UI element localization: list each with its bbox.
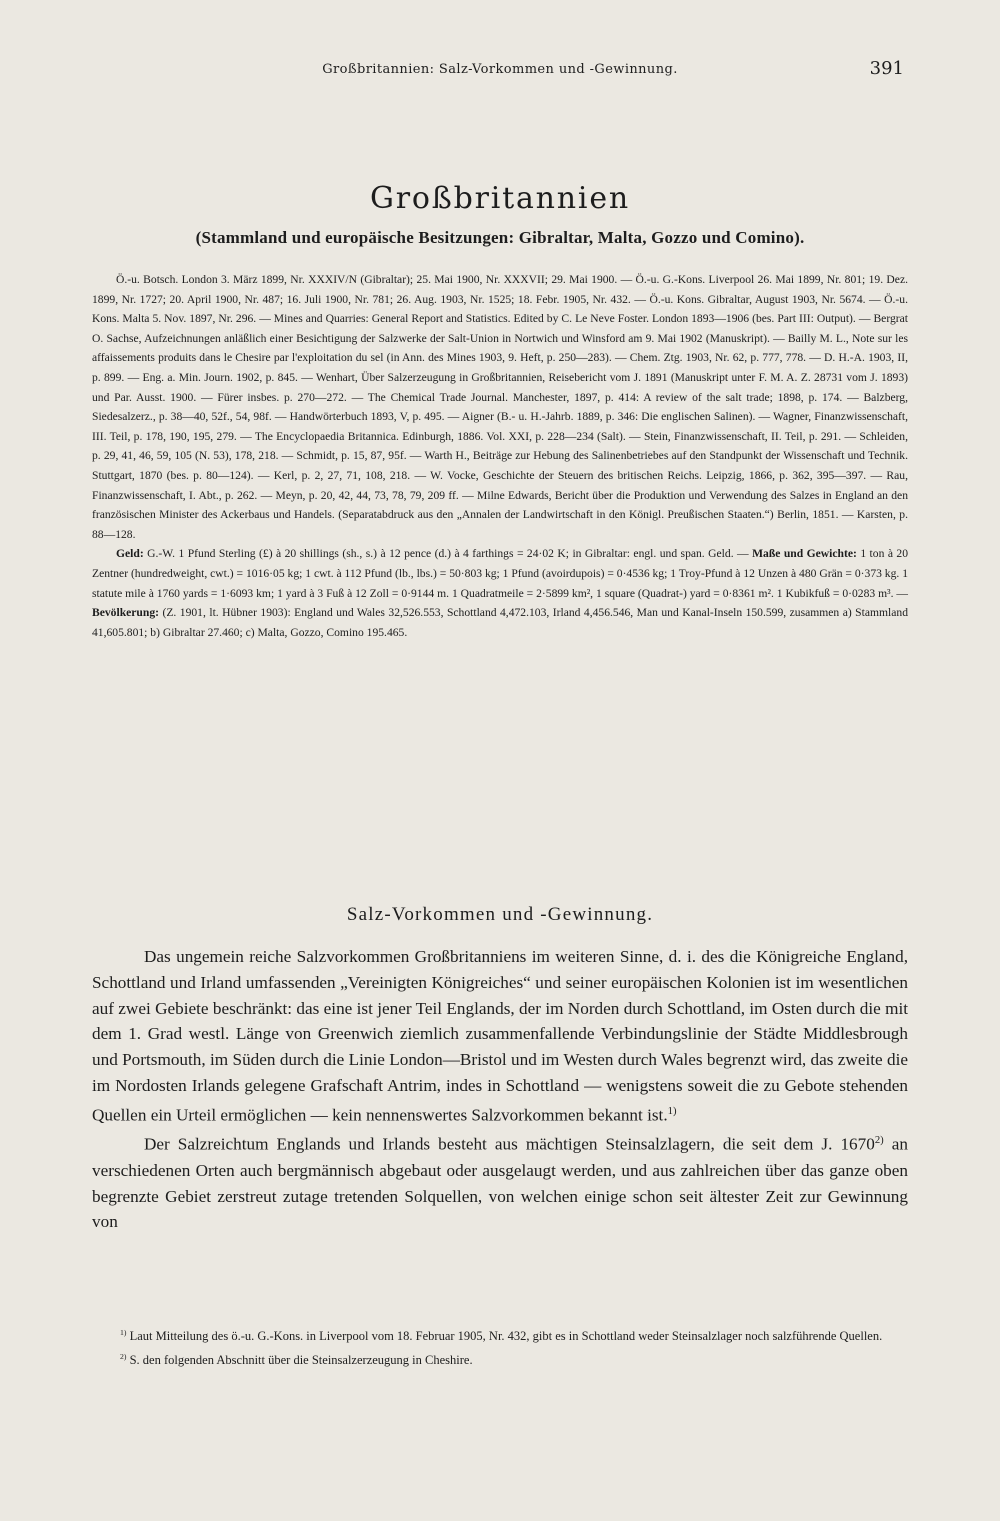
chapter-subtitle: (Stammland und europäische Besitzungen: Gibraltar, Malta, Gozzo und Comino). — [195, 228, 805, 247]
page-number: 391 — [869, 58, 904, 79]
body-paragraph-1 — [92, 944, 908, 1128]
running-header — [0, 58, 1000, 82]
bevoelkerung-text: (Z. 1901, lt. Hübner 1903): England und Wales 32,526.553, Schottland 4,472.103, Irland 4,456.546, Man und Kanal-Inseln 150.599, zusammen a) Stammland 41,605.801; b) Gibraltar 27.460; c) Malta, Gozzo, Comino 195.465. — [92, 606, 908, 639]
body-text — [92, 944, 908, 1235]
body-paragraph-2 — [92, 1128, 908, 1235]
geld-label: Geld: — [116, 547, 144, 561]
geld-text: G.-W. 1 Pfund Sterling (£) à 20 shillings (sh., s.) à 12 pence (d.) à 4 farthings = 24·02 K; in Gibraltar: engl. und span. Geld. — — [143, 547, 753, 561]
footnote-2-mark: 2) — [120, 1351, 127, 1361]
units-paragraph — [92, 544, 908, 642]
bevoelkerung-label: Bevölkerung: — [92, 606, 159, 620]
footnote-1-mark: 1) — [120, 1328, 127, 1337]
references-paragraph: Ö.-u. Botsch. London 3. März 1899, Nr. XXXIV/N (Gibraltar); 25. Mai 1900, Nr. XXXVII; 29. Mai 1900. — Ö.-u. G.-Kons. Liverpool 26. Mai 1899, Nr. 801; 19. Dez. 1899, Nr. 1727; 20. April 1900, Nr. 487; 16. Juli 1900, Nr. 781; 26. Aug. 1903, Nr. 1525; 18. Febr. 1905, Nr. 432. — Ö.-u. Kons. Gibraltar, August 1903, Nr. 5674. — Ö.-u. Kons. Malta 5. Nov. 1897, Nr. 296. — Mines and Quarries: General Report and Statistics. Edited by C. Le Neve Foster. London 1893—1906 (bes. Part III: Output). — Bergrat O. Sachse, Aufzeichnungen anläßlich einer Besichtigung der Salzwerke der Salt-Union in Nortwich und Winsford am 9. Mai 1902 (Manuskript). — Bailly M. L., Note sur les affaissements produits dans le Chesire par l'exploitation du sel (in Ann. des Mines 1903, 9. Heft, p. 250—283). — Chem. Ztg. 1903, Nr. 62, p. 777, 778. — D. H.-A. 1903, II, p. 899. — Eng. a. Min. Journ. 1902, p. 845. — Wenhart, Über Salzerzeugung in Großbritannien, Reisebericht vom J. 1891 (Manuskript unter F. M. A. Z. 28731 vom J. 1893) und Par. Ausst. 1900. — Fürer insbes. p. 270—272. — The Chemical Trade Journal. Manchester, 1897, p. 414: A review of the salt trade; 1898, p. 174. — Balzberg, Siedesalzerz., p. 38—40, 52f., 54, 98f. — Handwörterbuch 1893, V, p. 495. — Aigner (B.- u. H.-Jahrb. 1889, p. 346: Die englischen Salinen). — Wagner, Finanzwissenschaft, III. Teil, p. 178, 190, 195, 279. — The Encyclopaedia Britannica. Edinburgh, 1886. Vol. XXI, p. 228—234 (Salt). — Stein, Finanzwissenschaft, II. Teil, p. 291. — Schleiden, p. 29, 41, 46, 59, 105 (N. 53), 178, 218. — Schmidt, p. 15, 87, 95f. — Warth H., Beiträge zur Hebung des Salinenbetriebes auf den Standpunkt der Wissenschaft und Technik. Stuttgart, 1870 (bes. p. 80—124). — Kerl, p. 2, 27, 71, 108, 218. — W. Vocke, Geschichte der Steuern des britischen Reichs. Leipzig, 1866, p. 362, 395—397. — Rau, Finanzwissenschaft, I. Abt., p. 262. — Meyn, p. 20, 42, 44, 73, 78, 79, 209 ff. — Milne Edwards, Bericht über die Produktion und Verwendung des Salzes in England an den französischen Minister des Ackerbaus und Handels. (Separatabdruck aus den „Annalen der Landwirtschaft in den Königl. Preußischen Staaten.“) Berlin, 1851. — Karsten, p. 88—128. — [92, 273, 908, 541]
running-title: Großbritannien: Salz-Vorkommen und -Gewinnung. — [322, 62, 678, 77]
masse-text: 1 ton à 20 Zentner (hundredweight, cwt.) = 1016·05 kg; 1 cwt. à 112 Pfund (lb., lbs.) = 50·803 kg; 1 Pfund (avoirdupois) = 0·4536 kg; 1 Troy-Pfund à 12 Unzen à 480 Grän = 0·373 kg. 1 statute mile à 1760 yards = 1·6093 km; 1 yard à 3 Fuß à 12 Zoll = 0·9144 m. 1 Quadratmeile = 2·5899 km², 1 square (Quadrat-) yard = 0·8361 m². 1 Kubikfuß = 0·0283 m³. — — [92, 547, 909, 600]
footnote-1-text: Laut Mitteilung des ö.-u. G.-Kons. in Liverpool vom 18. Februar 1905, Nr. 432, gibt es in Schottland weder Steinsalzlager noch salzführende Quellen. — [126, 1329, 883, 1344]
footnotes — [92, 1323, 908, 1370]
footnote-ref-1[interactable]: 1) — [667, 1105, 677, 1117]
footnote-2 — [92, 1347, 908, 1371]
references-block — [92, 270, 908, 642]
chapter-title: Großbritannien — [370, 181, 630, 216]
body-paragraph-2-text-a: Der Salzreichtum Englands und Irlands besteht aus mächtigen Steinsalzlagern, die seit dem J. 1670 — [144, 1135, 875, 1155]
footnote-2-text: S. den folgenden Abschnitt über die Steinsalzerzeugung in Cheshire. — [126, 1352, 473, 1367]
footnote-ref-2[interactable]: 2) — [874, 1135, 884, 1147]
body-paragraph-2-text-b: an verschiedenen Orten auch bergmännisch abgebaut oder ausgelaugt werden, und aus zahlreichen über das ganze oben begrenzte Gebiet zerstreut zutage tretenden Solquellen, von welchen einige schon seit ältester Zeit zur Gewinnung von — [92, 1135, 908, 1232]
body-paragraph-1-text: Das ungemein reiche Salzvorkommen Großbritanniens im weiteren Sinne, d. i. des die Königreiche England, Schottland und Irland umfassenden „Vereinigten Königreiches“ und seiner europäischen Kolonien ist im wesentlichen auf zwei Gebiete beschränkt: das eine ist jener Teil Englands, der im Norden durch Schottland, im Osten durch die mit dem 1. Grad westl. Länge von Greenwich ziemlich zusammenfallende Verbindungslinie der Städte Middlesbrough und Portsmouth, im Süden durch die Linie London—Bristol und im Westen durch Wales begrenzt wird, das zweite die im Nordosten Irlands gelegene Grafschaft Antrim, indes in Schottland — wenigstens soweit die zu Gebote stehenden Quellen ein Urteil ermöglichen — kein nennenswertes Salzvorkommen bekannt ist. — [92, 947, 908, 1125]
section-title: Salz-Vorkommen und -Gewinnung. — [346, 904, 654, 925]
masse-label: Maße und Gewichte: — [752, 547, 857, 561]
footnote-1 — [92, 1323, 908, 1347]
